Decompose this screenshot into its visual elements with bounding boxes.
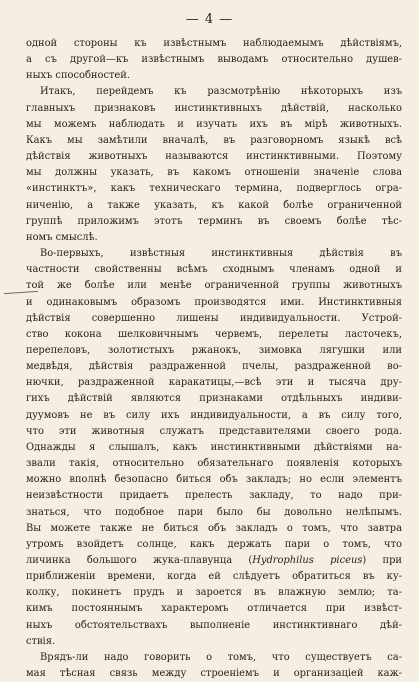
text-line bbox=[26, 246, 402, 262]
body-text bbox=[26, 36, 402, 682]
text-line bbox=[26, 650, 402, 666]
text-line-content: нючки, раздраженной каракатицы,—всѣ эти и тысяча дру- bbox=[26, 377, 402, 389]
text-line-content: гихъ дѣйствій являются признаками отдѣльныхъ индиви- bbox=[26, 393, 402, 405]
text-line bbox=[26, 165, 402, 181]
text-line-content: и одинаковымъ образомъ производятся ими. Инстинктивныя bbox=[26, 296, 402, 308]
text-line-content: дѣйствія совершенно лишены индивидуальности. Устрой- bbox=[26, 312, 402, 324]
text-line-content: ство кокона шелковичнымъ червемъ, перелеты ласточекъ, bbox=[26, 328, 402, 340]
text-line bbox=[26, 262, 402, 278]
text-line bbox=[26, 133, 402, 149]
text-line-content: неизвѣстности придаетъ прелесть закладу, то надо при- bbox=[26, 490, 402, 502]
text-line bbox=[26, 537, 402, 553]
text-line-content: ниченію, а также указать, къ какой болѣе ограниченной bbox=[26, 199, 402, 211]
text-line bbox=[26, 343, 402, 359]
text-line bbox=[26, 149, 402, 165]
text-line bbox=[26, 327, 402, 343]
text-line-content: «инстинктъ», какъ техническаго термина, подверглось огра- bbox=[26, 183, 402, 195]
text-line-content: медвѣдя, дѣйствія раздраженной пчелы, раздраженной во- bbox=[26, 361, 402, 373]
text-line bbox=[26, 359, 402, 375]
text-line-content: Во-первыхъ, извѣстныя инстинктивныя дѣйствія въ bbox=[40, 248, 402, 260]
text-line bbox=[26, 666, 402, 682]
text-line-content: ) при bbox=[362, 555, 402, 566]
text-line bbox=[26, 505, 402, 521]
text-line bbox=[26, 569, 402, 585]
text-line bbox=[26, 408, 402, 424]
text-line-content: кимъ постояннымъ характеромъ отличается при извѣст- bbox=[26, 603, 402, 615]
text-line bbox=[26, 117, 402, 133]
text-line-content: а съ другой—къ извѣстнымъ выводамъ относительно душев- bbox=[26, 54, 402, 66]
text-line-content: приближеніи времени, когда ей слѣдуетъ обратиться въ ку- bbox=[26, 571, 402, 583]
text-line bbox=[26, 68, 402, 84]
text-line-content: личинка большого жука-плавунца ( bbox=[26, 555, 253, 566]
text-line bbox=[26, 295, 402, 311]
text-line bbox=[26, 278, 402, 294]
text-line bbox=[26, 311, 402, 327]
text-line bbox=[26, 521, 402, 537]
text-line bbox=[26, 181, 402, 197]
species-name: Hydrophilus piceus bbox=[252, 555, 363, 566]
text-line-content: той же болѣе или менѣе ограниченной группы животныхъ bbox=[26, 280, 402, 292]
text-line-content: можно вполнѣ безопасно биться объ закладъ; но если элементъ bbox=[26, 474, 402, 486]
text-line-content: колку, покинетъ прудъ и зароется въ влажную землю; та- bbox=[26, 587, 402, 599]
text-line bbox=[26, 424, 402, 440]
text-line bbox=[26, 553, 402, 569]
text-line bbox=[26, 84, 402, 100]
text-line bbox=[26, 456, 402, 472]
text-line-content: мы можемъ наблюдать и изучать ихъ въ мірѣ животныхъ. bbox=[26, 118, 402, 130]
text-line bbox=[26, 198, 402, 214]
text-line-content: группѣ приложимъ этотъ терминъ въ своемъ болѣе тѣс- bbox=[26, 215, 402, 227]
text-line bbox=[26, 391, 402, 407]
text-line bbox=[26, 634, 402, 650]
text-line-content: Итакъ, перейдемъ къ разсмотрѣнію нѣкоторыхъ изъ bbox=[40, 86, 402, 98]
text-line-content: ныхъ способностей. bbox=[26, 70, 130, 82]
text-line-content: перепеловъ, золотистыхъ ржанокъ, зимовка лягушки или bbox=[26, 344, 402, 356]
text-line-content: Однажды я слышалъ, какъ инстинктивными дѣйствіями на- bbox=[26, 441, 402, 453]
text-line-content: мая тѣсная связь между строеніемъ и организаціей каж- bbox=[26, 668, 402, 680]
text-line-content: дуумовъ не въ силу ихъ индивидуальности, а въ силу того, bbox=[26, 409, 402, 421]
text-line bbox=[26, 585, 402, 601]
text-line-content: мы должны указать, въ какомъ отношеніи значеніе слова bbox=[26, 167, 402, 179]
text-line-content: утромъ взойдетъ солнце, какъ держать пари о томъ, что bbox=[26, 538, 402, 550]
text-line-content: Врядъ-ли надо говорить о томъ, что существуетъ са- bbox=[40, 651, 402, 663]
text-line-content: частности свойственны всѣмъ сходнымъ членамъ одной и bbox=[26, 264, 402, 276]
text-line bbox=[26, 601, 402, 617]
text-line-content: главныхъ признаковъ инстинктивныхъ дѣйствій, насколько bbox=[26, 102, 402, 114]
text-line bbox=[26, 472, 402, 488]
text-line bbox=[26, 101, 402, 117]
text-line-content: дѣйствія животныхъ называются инстинктивными. Поэтому bbox=[26, 151, 402, 163]
text-line bbox=[26, 36, 402, 52]
text-line bbox=[26, 52, 402, 68]
text-line bbox=[26, 375, 402, 391]
text-line-content: ствія. bbox=[26, 635, 56, 647]
page-number: — 4 — bbox=[185, 12, 234, 27]
text-line-content: Какъ мы замѣтили вначалѣ, въ разговорномъ языкѣ всѣ bbox=[26, 134, 402, 146]
text-line-content: звали такія, относительно обязательнаго появленія которыхъ bbox=[26, 458, 402, 470]
text-line bbox=[26, 488, 402, 504]
text-line bbox=[26, 440, 402, 456]
text-line bbox=[26, 230, 402, 246]
text-line-content: Вы можете также не биться объ закладъ о томъ, что завтра bbox=[26, 522, 402, 534]
text-line bbox=[26, 214, 402, 230]
text-line-content: номъ смыслѣ. bbox=[26, 231, 98, 243]
text-line-content: одной стороны къ извѣстнымъ наблюдаемымъ дѣйствіямъ, bbox=[26, 38, 402, 49]
text-line bbox=[26, 618, 402, 634]
text-line-content: ныхъ обстоятельствахъ выполненіе инстинктивнаго дѣй- bbox=[26, 619, 402, 631]
text-line-content: что эти животныя служатъ представителями своего рода. bbox=[26, 425, 402, 437]
text-line-content: знаться, что подобное пари было бы довольно нелѣпымъ. bbox=[26, 506, 402, 518]
